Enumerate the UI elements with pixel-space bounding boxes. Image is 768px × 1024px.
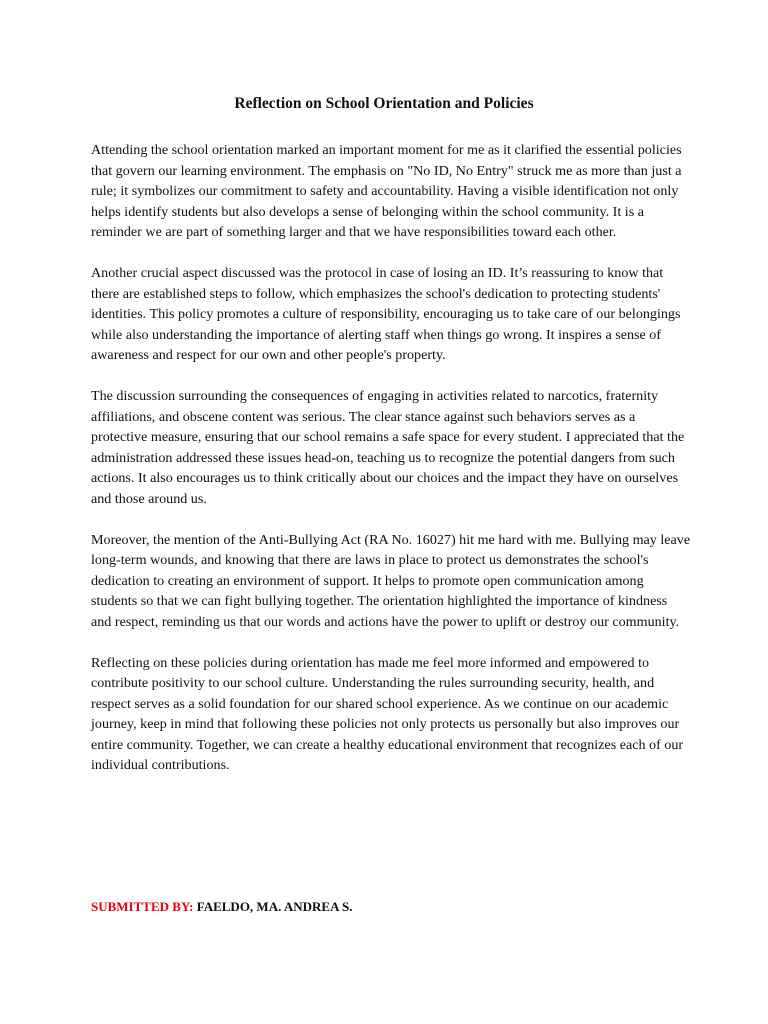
paragraph-3: The discussion surrounding the consequences of engaging in activities related to narcotics, fraternity affiliations, and obscene content was serious. The clear stance against such behaviors serves as a protective measure, ensuring that our school remains a safe space for every student. I appreciated that the administration addressed these issues head-on, teaching us to recognize the potential dangers from such actions. It also encourages us to think critically about our choices and the impact they have on ourselves and those around us. [91, 388, 685, 507]
document-body [91, 140, 691, 796]
document-title: Reflection on School Orientation and Policies [234, 95, 534, 112]
paragraph-4: Moreover, the mention of the Anti-Bullying Act (RA No. 16027) hit me hard with me. Bullying may leave long-term wounds, and knowing that there are laws in place to protect us demonstrates the school's dedication to creating an environment of support. It helps to promote open communication among students so that we can fight bullying together. The orientation highlighted the importance of kindness and respect, reminding us that our words and actions have the power to uplift or destroy our community. [91, 531, 691, 630]
author-name: FAELDO, MA. ANDREA S. [196, 899, 353, 914]
paragraph-2: Another crucial aspect discussed was the protocol in case of losing an ID. It’s reassuring to know that there are established steps to follow, which emphasizes the school's dedication to protecting students' identities. This policy promotes a culture of responsibility, encouraging us to take care of our belongings while also understanding the importance of alerting staff when things go wrong. It inspires a sense of awareness and respect for our own and other people's property. [91, 265, 681, 363]
paragraph-1: Attending the school orientation marked an important moment for me as it clarified the essential policies that govern our learning environment. The emphasis on "No ID, No Entry" struck me as more than just a rule; it symbolizes our commitment to safety and accountability. Having a visible identification not only helps identify students but also develops a sense of belonging within the school community. It is a reminder we are part of something larger and that we have responsibilities toward each other. [91, 142, 682, 240]
submitted-by-label: SUBMITTED BY: [91, 899, 194, 914]
signature-line [91, 898, 353, 916]
paragraph-5: Reflecting on these policies during orientation has made me feel more informed and empowered to contribute positivity to our school culture. Understanding the rules surrounding security, health, and respect serves as a solid foundation for our shared school experience. As we continue on our academic journey, keep in mind that following these policies not only protects us personally but also improves our entire community. Together, we can create a healthy educational environment that recognizes each of our individual contributions. [91, 654, 684, 773]
